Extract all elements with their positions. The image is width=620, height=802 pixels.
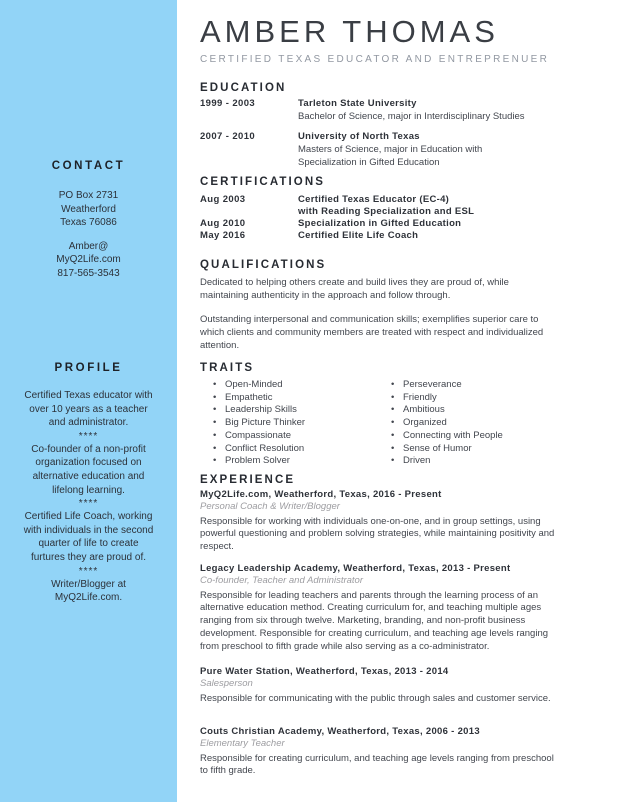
trait-item: • Perseverance bbox=[390, 379, 503, 392]
certification-title: Certified Texas Educator (EC-4) bbox=[298, 194, 450, 205]
trait-item: • Compassionate bbox=[212, 430, 390, 443]
profile-separator: **** bbox=[78, 430, 99, 442]
job-role: Salesperson bbox=[200, 678, 253, 689]
job-description: Responsible for creating curriculum, and teaching age levels ranging from preschool to fifth grade. bbox=[200, 752, 554, 777]
job-role: Personal Coach & Writer/Blogger bbox=[200, 501, 340, 512]
contact-heading: CONTACT bbox=[51, 160, 126, 172]
education-detail: Bachelor of Science, major in Interdisciplinary Studies bbox=[298, 110, 525, 122]
trait-item: • Connecting with People bbox=[390, 430, 503, 443]
job-role: Co-founder, Teacher and Administrator bbox=[200, 575, 363, 586]
profile-paragraph: Co-founder of a non-profit organization focused on alternative education and lifelong learning. bbox=[31, 443, 146, 496]
job-description: Responsible for leading teachers and parents through the learning process of an alternative education method. Creating curriculum for, and teaching multiple ages ranging from six through twelve. Marketing, branding, and non-profit business development. Responsible for creating curriculum, and teaching age levels ranging from preschool to fifth grade while also serving as a co-administrator. bbox=[200, 589, 549, 653]
education-school: Tarleton State University bbox=[298, 98, 417, 109]
contact-email-line: MyQ2Life.com bbox=[56, 254, 121, 266]
certification-title: Specialization in Gifted Education bbox=[298, 218, 462, 230]
profile-section bbox=[22, 362, 155, 605]
page-title: AMBER THOMAS bbox=[200, 14, 499, 49]
education-detail: Specialization in Gifted Education bbox=[298, 156, 440, 168]
certifications-heading: CERTIFICATIONS bbox=[200, 176, 326, 188]
header-subtitle: CERTIFIED TEXAS EDUCATOR AND ENTREPRENUER bbox=[200, 54, 550, 65]
job-title: Pure Water Station, Weatherford, Texas, 2013 - 2014 bbox=[200, 666, 449, 677]
education-item bbox=[200, 98, 598, 124]
profile-separator: **** bbox=[78, 498, 99, 510]
trait-item: • Driven bbox=[390, 455, 503, 468]
education-item bbox=[200, 131, 598, 169]
contact-address-line: PO Box 2731 bbox=[58, 190, 119, 201]
sidebar bbox=[0, 0, 177, 802]
certification-date: May 2016 bbox=[200, 230, 246, 242]
trait-item: • Big Picture Thinker bbox=[212, 417, 390, 430]
contact-address-line: Texas 76086 bbox=[60, 217, 117, 229]
trait-item: • Organized bbox=[390, 417, 503, 430]
education-dates: 2007 - 2010 bbox=[200, 131, 256, 142]
experience-job bbox=[200, 563, 558, 654]
job-role: Elementary Teacher bbox=[200, 738, 285, 749]
job-title: Couts Christian Academy, Weatherford, Texas, 2006 - 2013 bbox=[200, 726, 480, 737]
trait-item: • Sense of Humor bbox=[390, 443, 503, 456]
traits-heading: TRAITS bbox=[200, 362, 255, 374]
profile-paragraph: Certified Texas educator with over 10 years as a teacher and administrator. bbox=[24, 390, 153, 429]
certification-item bbox=[200, 230, 474, 242]
job-description: Responsible for communicating with the public through sales and customer service. bbox=[200, 692, 551, 704]
certification-date: Aug 2003 bbox=[200, 194, 246, 205]
trait-item: • Leadership Skills bbox=[212, 404, 390, 417]
profile-paragraph: Certified Life Coach, working with individuals in the second quarter of life to create furtures they are proud of. bbox=[23, 511, 154, 563]
trait-item: • Conflict Resolution bbox=[212, 443, 390, 456]
trait-item: • Problem Solver bbox=[212, 455, 390, 468]
job-description: Responsible for working with individuals one-on-one, and in group settings, using powerful questioning and problem solving strategies, while maintaining positivity and respect. bbox=[200, 515, 555, 553]
certification-item bbox=[200, 218, 474, 230]
job-title: Legacy Leadership Academy, Weatherford, Texas, 2013 - Present bbox=[200, 563, 511, 574]
profile-paragraph: Writer/Blogger at MyQ2Life.com. bbox=[51, 578, 126, 604]
experience-job bbox=[200, 489, 558, 554]
education-school: University of North Texas bbox=[298, 131, 420, 142]
contact-address-line: Weatherford bbox=[61, 203, 116, 215]
education-detail: Masters of Science, major in Education with bbox=[298, 143, 483, 155]
certification-title: Certified Elite Life Coach bbox=[298, 230, 419, 242]
job-title: MyQ2Life.com, Weatherford, Texas, 2016 - Present bbox=[200, 489, 442, 500]
trait-item: • Friendly bbox=[390, 392, 503, 405]
trait-item: • Empathetic bbox=[212, 392, 390, 405]
certification-item bbox=[200, 194, 474, 218]
experience-heading: EXPERIENCE bbox=[200, 474, 296, 486]
certification-date: Aug 2010 bbox=[200, 218, 246, 230]
trait-item: • Open-Minded bbox=[212, 379, 390, 392]
contact-email-line: Amber@ bbox=[68, 240, 109, 252]
contact-section bbox=[22, 160, 155, 281]
traits-list bbox=[212, 379, 503, 468]
profile-separator: **** bbox=[78, 565, 99, 577]
experience-job bbox=[200, 726, 558, 778]
trait-item: • Ambitious bbox=[390, 404, 503, 417]
certifications-list bbox=[200, 194, 474, 242]
contact-phone: 817-565-3543 bbox=[57, 267, 120, 279]
education-dates: 1999 - 2003 bbox=[200, 98, 256, 109]
education-heading: EDUCATION bbox=[200, 82, 287, 94]
main-content bbox=[200, 0, 605, 802]
qualifications-paragraph: Dedicated to helping others create and build lives they are proud of, while maintaining authenticity in the approach and follow through. bbox=[200, 277, 509, 301]
certification-title: with Reading Specialization and ESL bbox=[298, 206, 475, 218]
experience-job bbox=[200, 666, 558, 705]
profile-heading: PROFILE bbox=[54, 362, 123, 374]
qualifications-heading: QUALIFICATIONS bbox=[200, 259, 327, 271]
qualifications-paragraph: Outstanding interpersonal and communication skills; exemplifies superior care to which clients and community members are treated with respect and individualized attention. bbox=[200, 314, 544, 351]
